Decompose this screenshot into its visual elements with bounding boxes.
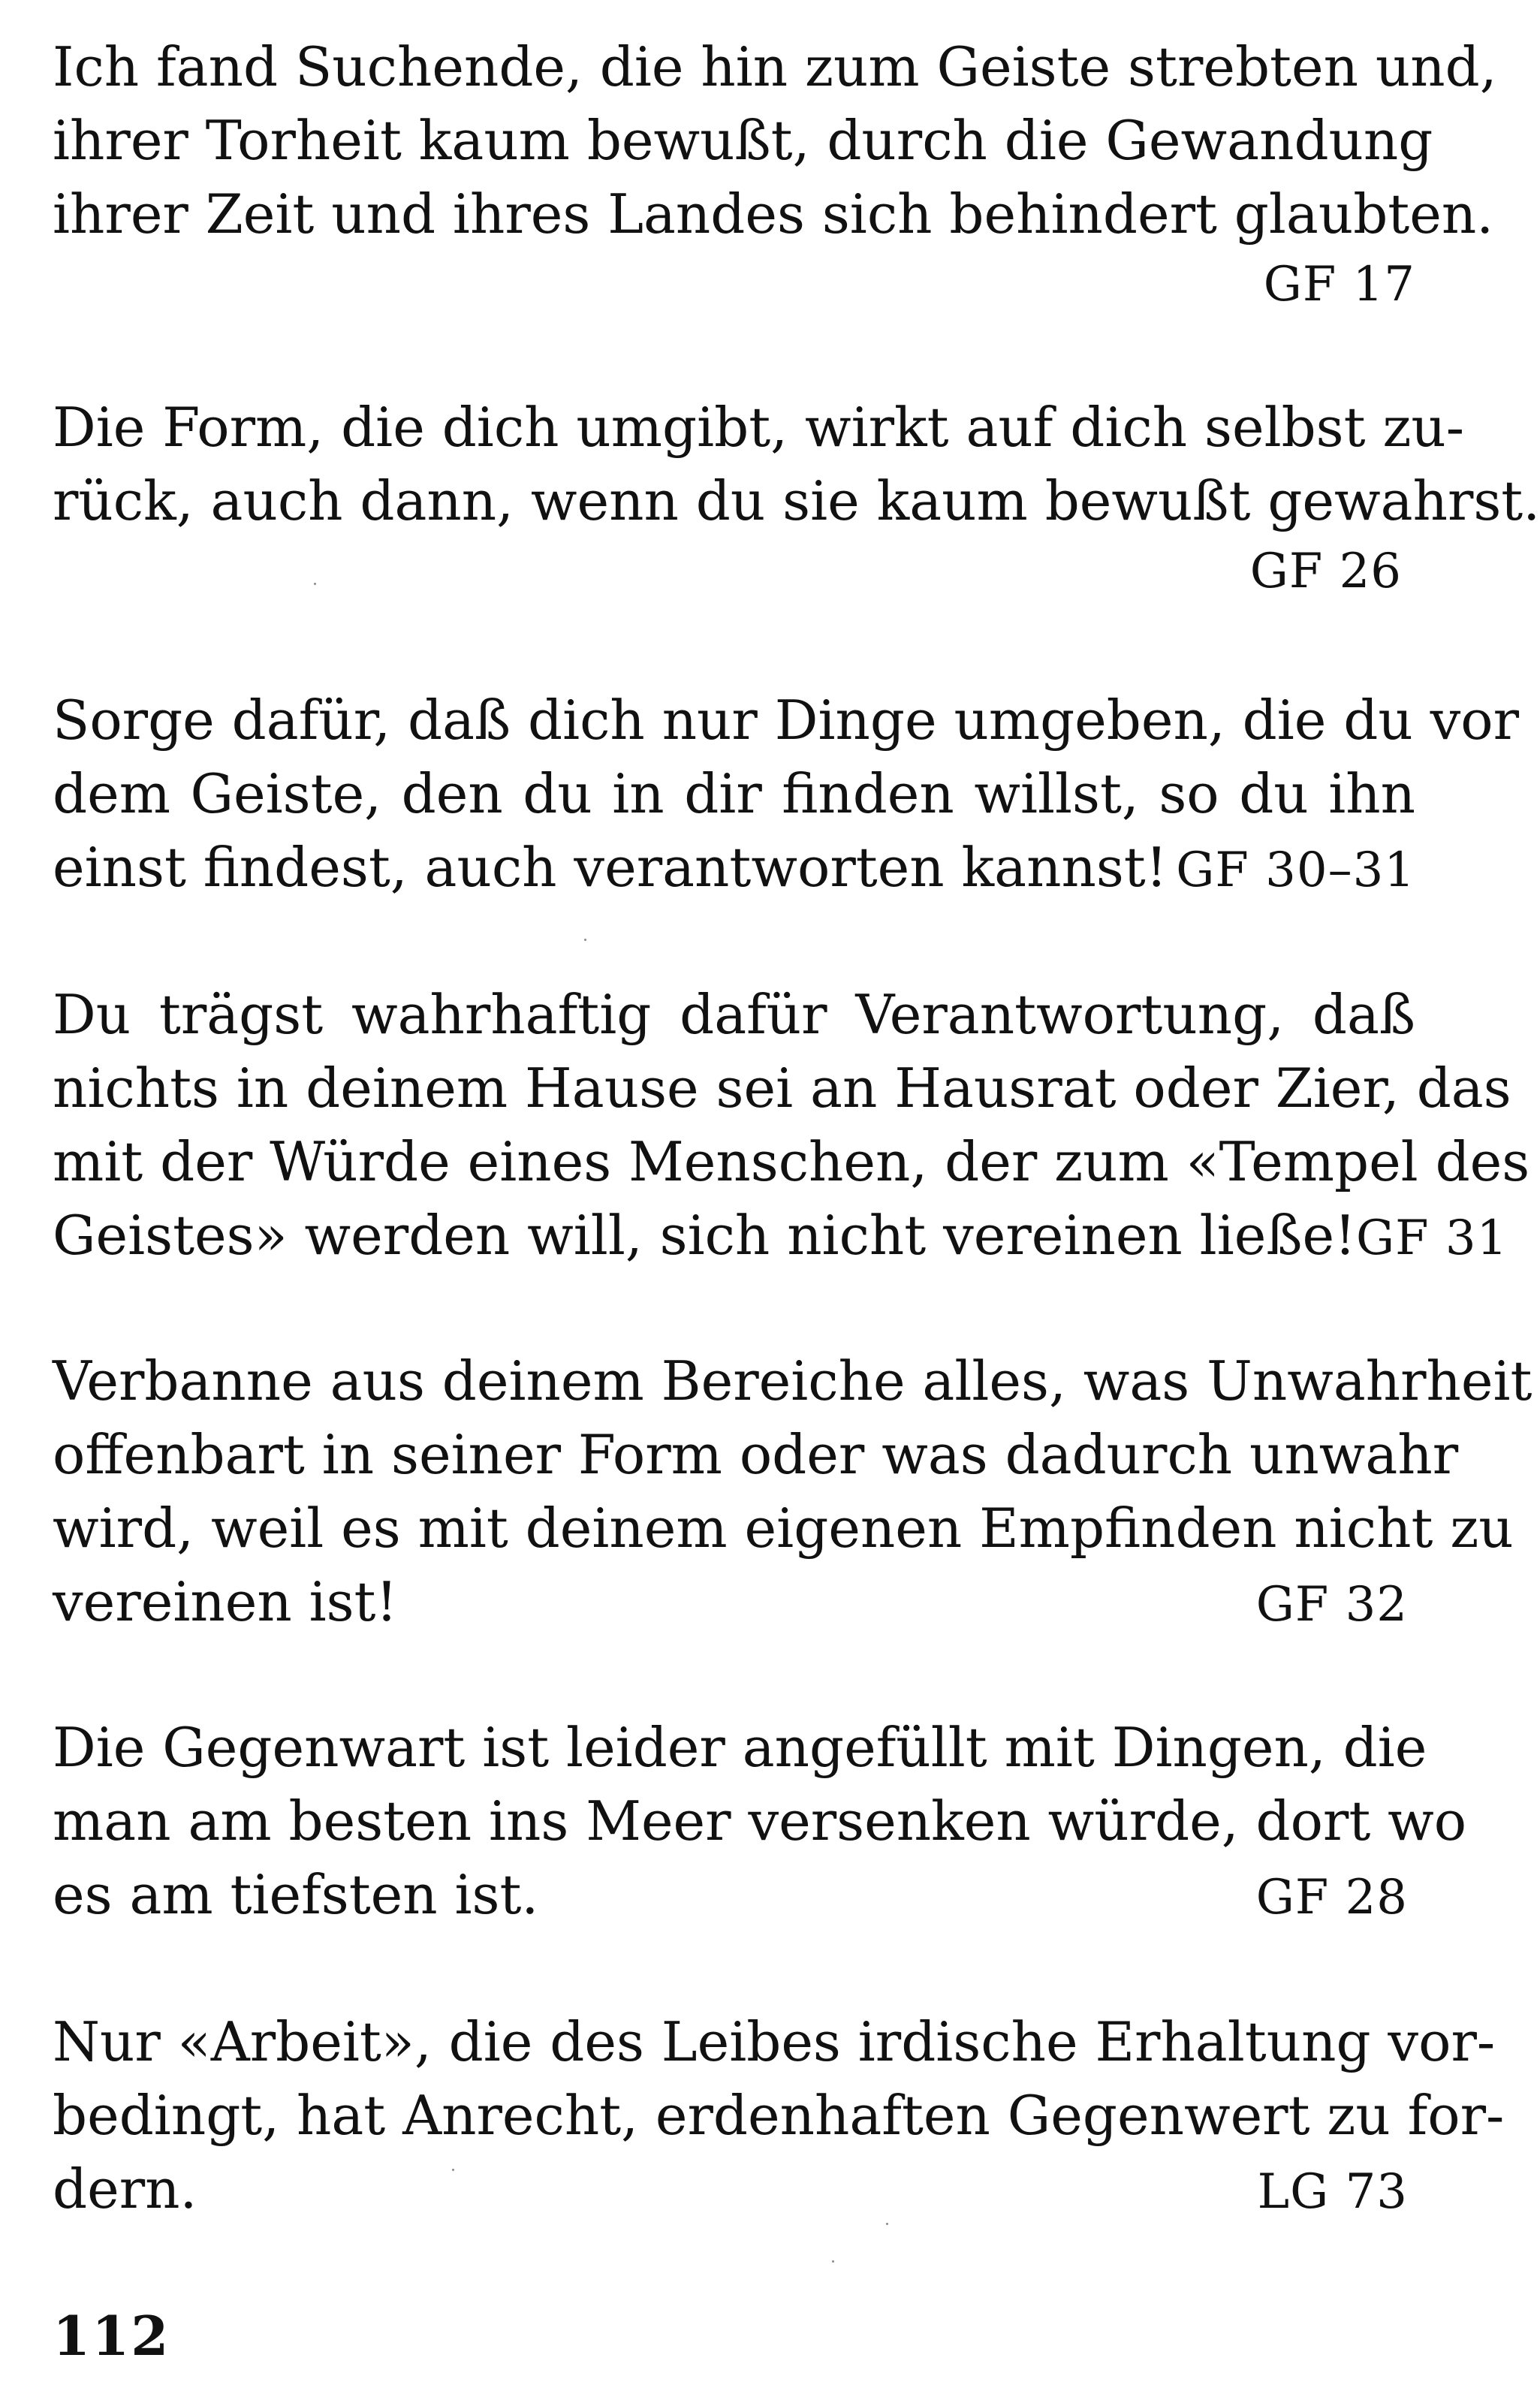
- quote-line: mit der Würde eines Menschen, der zum «Tempel des: [53, 1130, 1530, 1193]
- quote-1: [53, 30, 1497, 318]
- quote-line: Nur «Arbeit», die des Leibes irdische Erhaltung vor-: [53, 2010, 1496, 2073]
- quote-line: man am besten ins Meer versenken würde, dort wo: [53, 1789, 1467, 1853]
- quote-line: Du trägst wahrhaftig dafür Verantwortung, daß: [53, 983, 1415, 1046]
- quote-last-line: [53, 1858, 1415, 1931]
- quote-line: offenbart in seiner Form oder was dadurch unwahr: [53, 1423, 1459, 1486]
- quote-line: Die Form, die dich umgibt, wirkt auf dich selbst zu-: [53, 396, 1465, 459]
- quote-last-line: [53, 2152, 1415, 2226]
- quote-reference: GF 26: [1249, 544, 1402, 599]
- quote-line: einst findest, auch verantworten kannst!: [53, 836, 1168, 899]
- quote-last-line: [53, 1198, 1508, 1272]
- quote-line: ihrer Zeit und ihres Landes sich behindert glaubten.: [53, 182, 1494, 246]
- quote-line: ihrer Torheit kaum bewußt, durch die Gewandung: [53, 109, 1433, 172]
- quote-reference: GF 31: [1355, 1211, 1508, 1266]
- quote-reference: GF 28: [1255, 1870, 1408, 1925]
- quote-6: [53, 1711, 1467, 1931]
- quote-5: [53, 1344, 1532, 1639]
- quote-line: rück, auch dann, wenn du sie kaum bewußt gewahrst.: [53, 469, 1540, 532]
- quote-line: Geistes» werden will, sich nicht vereinen ließe!: [53, 1204, 1356, 1267]
- quote-line: Die Gegenwart ist leider angefüllt mit Dingen, die: [53, 1716, 1427, 1779]
- quote-last-line: [53, 831, 1415, 904]
- quote-reference: GF 32: [1255, 1577, 1408, 1633]
- quote-reference: GF 17: [1263, 257, 1415, 312]
- quote-line: vereinen ist!: [53, 1570, 398, 1633]
- quote-reference: GF 30–31: [1176, 843, 1415, 898]
- quote-line: bedingt, hat Anrecht, erdenhaften Gegenwert zu for-: [53, 2084, 1505, 2147]
- quote-line: es am tiefsten ist.: [53, 1863, 539, 1926]
- quote-line: Verbanne aus deinem Bereiche alles, was Unwahrheit: [53, 1349, 1532, 1413]
- scan-speck: [832, 2260, 834, 2263]
- quote-line: dern.: [53, 2157, 197, 2221]
- scan-speck: [314, 583, 316, 585]
- scan-speck: [452, 2169, 454, 2171]
- quote-line: Ich fand Suchende, die hin zum Geiste strebten und,: [53, 35, 1497, 98]
- quote-4: [53, 978, 1530, 1272]
- quote-line: Sorge dafür, daß dich nur Dinge umgeben, die du vor: [53, 689, 1520, 752]
- quote-7: [53, 2005, 1505, 2226]
- quote-2: [53, 390, 1540, 605]
- scan-speck: [886, 2223, 888, 2225]
- page-number: 112: [53, 2304, 170, 2368]
- quote-line: nichts in deinem Hause sei an Hausrat oder Zier, das: [53, 1057, 1511, 1120]
- quote-last-line: [53, 1565, 1415, 1639]
- quote-line: wird, weil es mit deinem eigenen Empfinden nicht zu: [53, 1497, 1514, 1560]
- quote-3: [53, 683, 1520, 904]
- quote-reference: LG 73: [1257, 2164, 1408, 2220]
- quote-line: dem Geiste, den du in dir finden willst, so du ihn: [53, 762, 1415, 825]
- scan-speck: [584, 939, 586, 941]
